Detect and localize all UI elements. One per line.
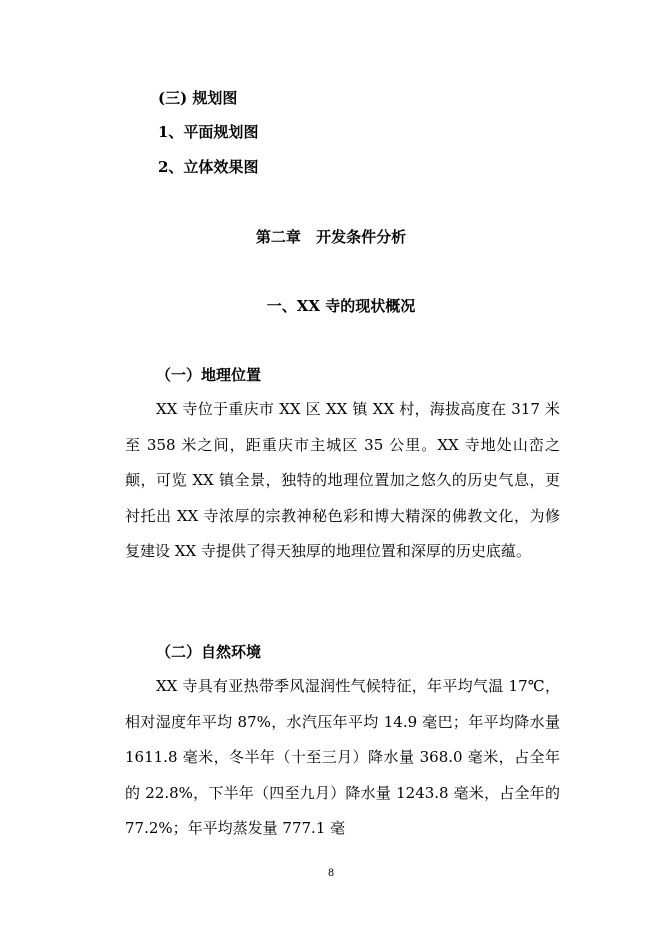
subsection-2-body: XX 寺具有亚热带季风湿润性气候特征，年平均气温 17℃，相对湿度年平均 87%，水汽压年平均 14.9 毫巴；年平均降水量 1611.8 毫米，冬半年（十至三月）降水量 368.0 毫米，占全年的 22.8%，下半年（四至九月）降水量 1243.8 毫米，占全年的 77.2%；年平均蒸发量 777.1 毫 [125,677,560,837]
subsection-1-body: XX 寺位于重庆市 XX 区 XX 镇 XX 村，海拔高度在 317 米至 358 米之间，距重庆市主城区 35 公里。XX 寺地处山峦之颠，可览 XX 镇全景，独特的地理位置加之悠久的历史气息，更衬托出 XX 寺浓厚的宗教神秘色彩和博大精深的佛教文化，为修复建设 XX 寺提供了得天独厚的地理位置和深厚的历史底蕴。 [125,400,560,560]
subsection-2-heading: （二）自然环境 [156,643,262,661]
plan-item-1: 1、平面规划图 [158,123,259,141]
plan-item-2: 2、立体效果图 [158,158,259,176]
page-number: 8 [327,868,335,879]
subsection-1-heading: （一）地理位置 [156,366,262,384]
plan-heading: (三) 规划图 [158,89,238,107]
chapter-title: 第二章 开发条件分析 [255,228,407,246]
section-title: 一、XX 寺的现状概况 [266,297,416,315]
